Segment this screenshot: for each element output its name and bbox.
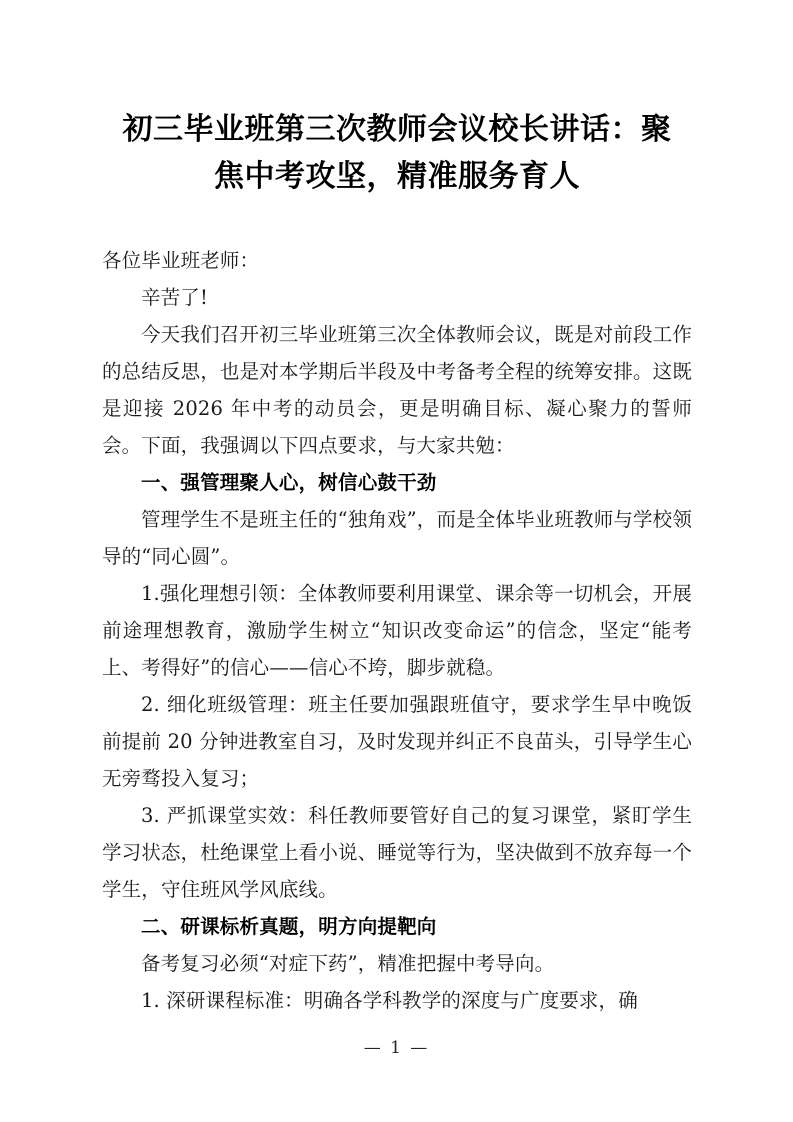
page-title-line-1: 初三毕业班第三次教师会议校长讲话：聚 [122, 112, 672, 147]
document-content [102, 0, 692, 1019]
section-one-heading: 一、强管理聚人心，树信心鼓干劲 [141, 471, 437, 494]
intro-paragraph: 今天我们召开初三毕业班第三次全体教师会议，既是对前段工作的总结反思，也是对本学期后半段及中考备考全程的统筹安排。这既是迎接 2026 年中考的动员会，更是明确目标、凝心聚力的誓师会。下面，我强调以下四点要求，与大家共勉： [102, 323, 692, 457]
section-two-lead-paragraph: 备考复习必须“对症下药”，精准把握中考导向。 [141, 952, 555, 975]
salutation-paragraph: 各位毕业班老师： [102, 249, 260, 272]
section-one-item-3: 3. 严抓课堂实效：科任教师要管好自己的复习课堂，紧盯学生学习状态，杜绝课堂上看小说、睡觉等行为，坚决做到不放弃每一个学生，守住班风学风底线。 [102, 804, 692, 901]
page-number-footer: — 1 — [363, 1038, 430, 1058]
greeting-paragraph: 辛苦了! [141, 286, 208, 309]
section-one-item-2: 2. 细化班级管理：班主任要加强跟班值守，要求学生早中晚饭前提前 20 分钟进教室自习，及时发现并纠正不良苗头，引导学生心无旁骛投入复习； [102, 693, 692, 790]
page-title-line-2: 焦中考攻坚，精准服务育人 [214, 159, 580, 194]
section-two-heading: 二、研课标析真题，明方向提靶向 [141, 915, 437, 938]
section-one-item-1: 1.强化理想引领：全体教师要利用课堂、课余等一切机会，开展前途理想教育，激励学生树立“知识改变命运”的信念，坚定“能考上、考得好”的信心——信心不垮，脚步就稳。 [102, 582, 692, 679]
section-one-lead-paragraph: 管理学生不是班主任的“独角戏”，而是全体毕业班教师与学校领导的“同心圆”。 [102, 508, 692, 568]
document-body [102, 200, 692, 1019]
page-title [102, 0, 692, 200]
section-two-item-1: 1. 深研课程标准：明确各学科教学的深度与广度要求，确 [141, 989, 638, 1012]
